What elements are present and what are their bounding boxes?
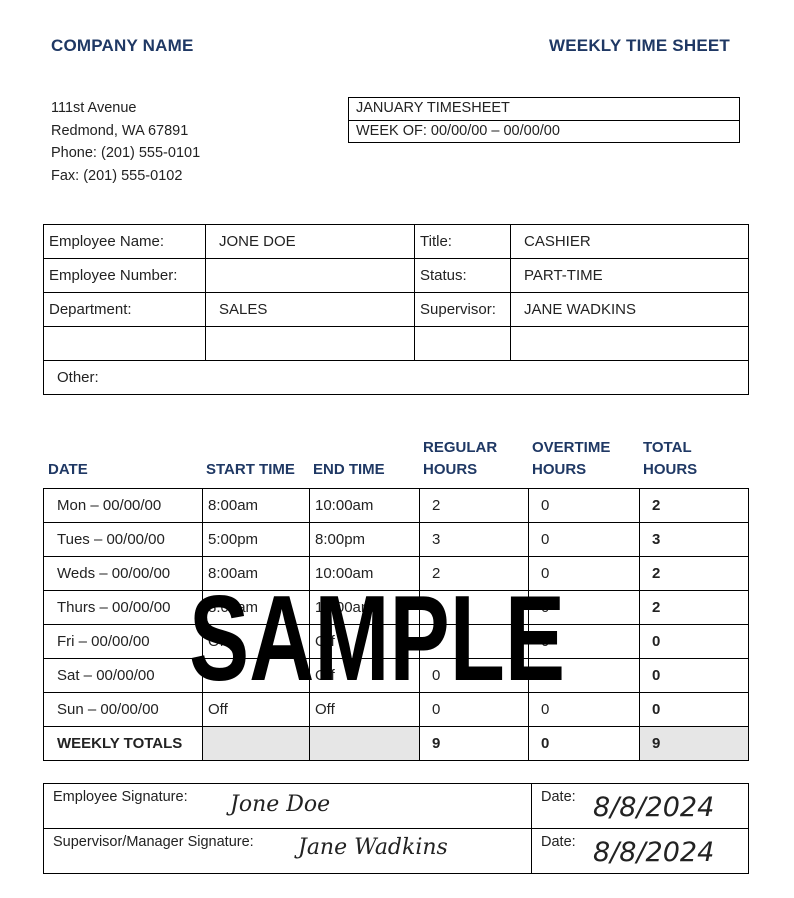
supervisor-date-label: Date: xyxy=(541,834,576,850)
column-header-regular-line2: HOURS xyxy=(423,461,478,478)
employee-date-label: Date: xyxy=(541,789,576,805)
empty-field-cell[interactable] xyxy=(206,327,415,361)
employee-name-label: Employee Name: xyxy=(44,225,206,259)
end-time-cell[interactable]: Off xyxy=(310,693,420,727)
total-hours-cell[interactable]: 0 xyxy=(640,693,749,727)
supervisor-label: Supervisor: xyxy=(415,293,511,327)
start-time-cell[interactable]: 5:00pm xyxy=(203,523,310,557)
timesheet-period-box xyxy=(348,97,740,143)
column-header-start-time: START TIME xyxy=(206,461,295,478)
end-time-cell[interactable]: Off xyxy=(310,625,420,659)
table-row xyxy=(44,523,749,557)
overtime-hours-cell[interactable]: 0 xyxy=(529,659,640,693)
column-header-total-line2: HOURS xyxy=(643,461,698,478)
day-date-cell[interactable]: Fri – 00/00/00 xyxy=(44,625,203,659)
overtime-hours-cell[interactable]: 0 xyxy=(529,591,640,625)
total-hours-cell[interactable]: 3 xyxy=(640,523,749,557)
regular-hours-cell[interactable]: 2 xyxy=(420,591,529,625)
regular-hours-cell[interactable]: 2 xyxy=(420,557,529,591)
day-date-cell[interactable]: Weds – 00/00/00 xyxy=(44,557,203,591)
overtime-hours-cell[interactable]: 0 xyxy=(529,557,640,591)
supervisor-signature-row xyxy=(44,829,749,874)
table-row xyxy=(44,591,749,625)
supervisor-field[interactable]: JANE WADKINS xyxy=(511,293,749,327)
regular-hours-cell[interactable]: 3 xyxy=(420,523,529,557)
table-row xyxy=(44,489,749,523)
totals-end-cell xyxy=(310,727,420,761)
column-header-total-hours xyxy=(643,437,697,481)
employee-signature-field[interactable] xyxy=(44,784,532,829)
address-fax: Fax: (201) 555-0102 xyxy=(51,167,183,184)
total-hours-cell[interactable]: 2 xyxy=(640,489,749,523)
overtime-hours-cell[interactable]: 0 xyxy=(529,625,640,659)
employee-signature: Jone Doe xyxy=(230,792,331,817)
regular-hours-cell[interactable]: 0 xyxy=(420,625,529,659)
day-date-cell[interactable]: Tues – 00/00/00 xyxy=(44,523,203,557)
signature-table xyxy=(43,783,749,874)
day-date-cell[interactable]: Sat – 00/00/00 xyxy=(44,659,203,693)
status-label: Status: xyxy=(415,259,511,293)
total-hours-cell[interactable]: 2 xyxy=(640,591,749,625)
supervisor-signature: Jane Wadkins xyxy=(298,835,448,860)
period-week: WEEK OF: 00/00/00 – 00/00/00 xyxy=(349,120,739,142)
employee-info-row xyxy=(44,361,749,395)
employee-number-field[interactable] xyxy=(206,259,415,293)
table-row xyxy=(44,625,749,659)
regular-hours-cell[interactable]: 0 xyxy=(420,693,529,727)
column-header-regular-line1: REGULAR xyxy=(423,439,498,456)
start-time-cell[interactable]: Off xyxy=(203,625,310,659)
table-row xyxy=(44,693,749,727)
employee-info-table xyxy=(43,224,749,395)
day-date-cell[interactable]: Mon – 00/00/00 xyxy=(44,489,203,523)
column-header-overtime-line1: OVERTIME xyxy=(532,439,611,456)
employee-signature-label: Employee Signature: xyxy=(53,789,188,805)
end-time-cell[interactable]: 8:00pm xyxy=(310,523,420,557)
overtime-hours-cell[interactable]: 0 xyxy=(529,489,640,523)
weekly-totals-row xyxy=(44,727,749,761)
employee-info-row xyxy=(44,225,749,259)
empty-label-cell xyxy=(415,327,511,361)
title-field[interactable]: CASHIER xyxy=(511,225,749,259)
document-title: WEEKLY TIME SHEET xyxy=(549,36,730,55)
regular-hours-cell[interactable]: 2 xyxy=(420,489,529,523)
weekly-hours-table xyxy=(43,488,749,761)
table-row xyxy=(44,659,749,693)
day-date-cell[interactable]: Sun – 00/00/00 xyxy=(44,693,203,727)
overtime-hours-cell[interactable]: 0 xyxy=(529,693,640,727)
supervisor-signature-field[interactable] xyxy=(44,829,532,874)
start-time-cell[interactable]: 8:00am xyxy=(203,557,310,591)
employee-date-value: 8/8/2024 xyxy=(593,792,715,823)
period-month: JANUARY TIMESHEET xyxy=(356,100,510,116)
column-header-overtime-hours xyxy=(532,437,610,481)
department-field[interactable]: SALES xyxy=(206,293,415,327)
totals-overtime-hours: 0 xyxy=(529,727,640,761)
column-header-end-time: END TIME xyxy=(313,461,385,478)
address-street: 111st Avenue xyxy=(51,100,137,116)
empty-label-cell xyxy=(44,327,206,361)
table-row xyxy=(44,557,749,591)
address-city: Redmond, WA 67891 xyxy=(51,122,189,139)
start-time-cell[interactable]: 8:00am xyxy=(203,591,310,625)
column-header-total-line1: TOTAL xyxy=(643,439,692,456)
end-time-cell[interactable]: 10:00am xyxy=(310,489,420,523)
column-header-date: DATE xyxy=(48,461,88,478)
day-date-cell[interactable]: Thurs – 00/00/00 xyxy=(44,591,203,625)
column-header-regular-hours xyxy=(423,437,497,481)
department-label: Department: xyxy=(44,293,206,327)
weekly-totals-label: WEEKLY TOTALS xyxy=(44,727,203,761)
supervisor-date-value: 8/8/2024 xyxy=(593,837,715,868)
company-name: COMPANY NAME xyxy=(51,36,194,55)
address-phone: Phone: (201) 555-0101 xyxy=(51,145,201,161)
sample-watermark-text: SAMPLE xyxy=(189,577,565,687)
company-address xyxy=(51,97,200,187)
total-hours-cell[interactable]: 0 xyxy=(640,659,749,693)
total-hours-cell[interactable]: 2 xyxy=(640,557,749,591)
employee-date-field[interactable] xyxy=(532,784,749,829)
start-time-cell[interactable]: Off xyxy=(203,659,310,693)
totals-start-cell xyxy=(203,727,310,761)
employee-name-field[interactable]: JONE DOE xyxy=(206,225,415,259)
status-field[interactable]: PART-TIME xyxy=(511,259,749,293)
employee-number-label: Employee Number: xyxy=(44,259,206,293)
totals-regular-hours: 9 xyxy=(420,727,529,761)
title-label: Title: xyxy=(415,225,511,259)
regular-hours-cell[interactable]: 0 xyxy=(420,659,529,693)
employee-signature-row xyxy=(44,784,749,829)
start-time-cell[interactable]: Off xyxy=(203,693,310,727)
end-time-cell[interactable]: Off xyxy=(310,659,420,693)
totals-total-hours: 9 xyxy=(640,727,749,761)
end-time-cell[interactable]: 10:00am xyxy=(310,591,420,625)
other-field[interactable]: Other: xyxy=(44,361,749,395)
employee-info-row xyxy=(44,293,749,327)
total-hours-cell[interactable]: 0 xyxy=(640,625,749,659)
supervisor-date-field[interactable] xyxy=(532,829,749,874)
employee-info-row xyxy=(44,259,749,293)
column-header-overtime-line2: HOURS xyxy=(532,461,587,478)
overtime-hours-cell[interactable]: 0 xyxy=(529,523,640,557)
empty-field-cell[interactable] xyxy=(511,327,749,361)
supervisor-signature-label: Supervisor/Manager Signature: xyxy=(53,834,254,850)
employee-info-row xyxy=(44,327,749,361)
end-time-cell[interactable]: 10:00am xyxy=(310,557,420,591)
start-time-cell[interactable]: 8:00am xyxy=(203,489,310,523)
